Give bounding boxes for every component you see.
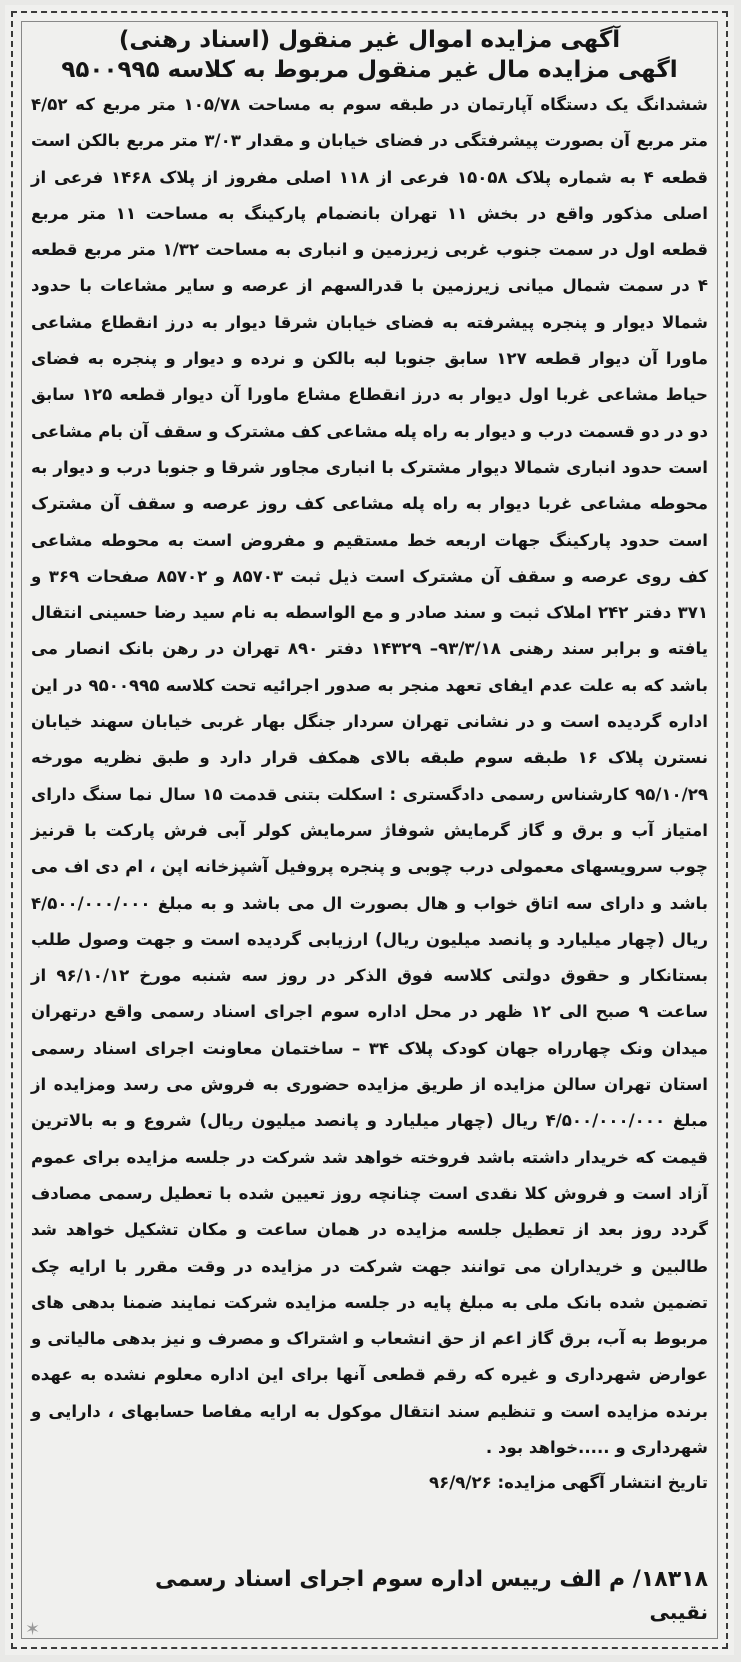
corner-mark-icon: ✶ xyxy=(25,1619,41,1640)
notice-title: آگهی مزایده اموال غیر منقول (اسناد رهنی) xyxy=(118,27,621,53)
notice-subtitle: اگهی مزایده مال غیر منقول مربوط به کلاسه ۹۵۰۰۹۹۵ xyxy=(61,57,678,83)
notice-content xyxy=(31,25,708,1629)
clipping-frame xyxy=(5,5,734,1655)
signature-line: ۱۸۳۱۸/ م الف رییس اداره سوم اجرای اسناد رسمی xyxy=(155,1567,708,1592)
notice-body: ششدانگ یک دستگاه آپارتمان در طبقه سوم به مساحت ۱۰۵/۷۸ متر مربع که ۴/۵۲ متر مربع آن بصورت پیشرفتگی در فضای خیابان و مقدار ۳/۰۳ متر مربع بالکن است قطعه ۴ به شماره پلاک ۱۵۰۵۸ فرعی از ۱۱۸ اصلی مفروز از پلاک ۱۴۶۸ فرعی از اصلی مذکور واقع در بخش ۱۱ تهران بانضمام پارکینگ به مساحت ۱۱ متر مربع قطعه اول در سمت جنوب غربی زیرزمین و انباری به مساحت ۱/۳۲ متر مربع قطعه ۴ در سمت شمال میانی زیرزمین با قدرالسهم از عرصه و سایر مشاعات با حدود شمالا دیوار و پنجره پیشرفته به فضای خیابان شرقا دیوار به درز انقطاع مشاعی ماورا آن دیوار قطعه ۱۲۷ سابق جنوبا لبه بالکن و نرده و دیوار و پنجره به فضای حیاط مشاعی غربا اول دیوار به درز انقطاع مشاع ماورا آن دیوار قطعه ۱۲۵ سابق دو در دو قسمت درب و دیوار به راه پله مشاعی کف مشترک و سقف آن بام مشاعی است حدود انباری شمالا دیوار مشترک با انباری مجاور شرقا و جنوبا درب و دیوار به محوطه مشاعی غربا دیوار به راه پله مشاعی کف روز عرصه و سقف آن مشترک است حدود پارکینگ جهات اربعه خط مستقیم و مفروض است به محوطه مشاعی کف روی عرصه و سقف آن مشترک است ذیل ثبت ۸۵۷۰۳ و ۸۵۷۰۲ صفحات ۳۶۹ و ۳۷۱ دفتر ۲۴۲ املاک ثبت و سند صادر و مع الواسطه به نام سید رضا حسینی انتقال یافته و برابر سند رهنی ۹۳/۳/۱۸– ۱۴۳۲۹ دفتر ۸۹۰ تهران در رهن بانک انصار می باشد که به علت عدم ایفای تعهد منجر به صدور اجرائیه تحت کلاسه ۹۵۰۰۹۹۵ در این اداره گردیده است و در نشانی تهران سردار جنگل بهار غربی خیابان سهند خیابان نسترن پلاک ۱۶ طبقه سوم طبقه بالای همکف قرار دارد و طبق نظریه مورخه ۹۵/۱۰/۲۹ کارشناس رسمی دادگستری : اسکلت بتنی قدمت ۱۵ سال نما سنگ دارای امتیاز آب و برق و گاز گرمایش شوفاژ سرمایش کولر آبی فرش پارکت با قرنیز چوب سرویسهای معمولی درب چوبی و پنجره پروفیل آشپزخانه اپن ، ام دی اف می باشد و دارای سه اتاق خواب و هال بصورت ال می باشد و به مبلغ ۴/۵۰۰/۰۰۰/۰۰۰ ریال (چهار میلیارد و پانصد میلیون ریال) ارزیابی گردیده است و جهت وصول طلب بستانکار و حقوق دولتی کلاسه فوق الذکر در روز سه شنبه مورخ ۹۶/۱۰/۱۲ از ساعت ۹ صبح الی ۱۲ ظهر در محل اداره سوم اجرای اسناد رسمی واقع درتهران میدان ونک چهارراه جهان کودک پلاک ۳۴ – ساختمان معاونت اجرای اسناد رسمی استان تهران سالن مزایده از طریق مزایده حضوری به فروش می رسد ومزایده از مبلغ ۴/۵۰۰/۰۰۰/۰۰۰ ریال (چهار میلیارد و پانصد میلیون ریال) شروع و به بالاترین قیمت که خریدار داشته باشد فروخته خواهد شد شرکت در جلسه مزایده برای عموم آزاد است و فروش کلا نقدی است چنانچه روز تعیین شده با تعطیل رسمی مصادف گردد روز بعد از تعطیل جلسه مزایده در همان ساعت و مکان تشکیل خواهد شد طالبین و خریداران می توانند جهت شرکت در مزایده در وقت مقرر با ارایه چک تضمین شده بانک ملی به مبلغ پایه در جلسه مزایده شرکت نمایند ضمنا بدهی های مربوط به آب، برق گاز اعم از حق انشعاب و اشتراک و مصرف و نیز بدهی مالیاتی و عوارض شهرداری و غیره که رقم قطعی آنها برای این اداره معلوم نشده به عهده برنده مزایده است و تنظیم سند انتقال موکول به ارایه مفاصا حسابهای ، دارایی و شهرداری و .....خواهد بود . xyxy=(31,95,709,1457)
publication-date-value: ۹۶/۹/۲۶ xyxy=(428,1473,492,1493)
signature-name: نقیبی xyxy=(649,1600,708,1624)
publication-date-line xyxy=(31,1466,708,1500)
signature-block xyxy=(31,1563,708,1627)
publication-date-label: تاریخ انتشار آگهی مزایده: xyxy=(497,1473,708,1493)
